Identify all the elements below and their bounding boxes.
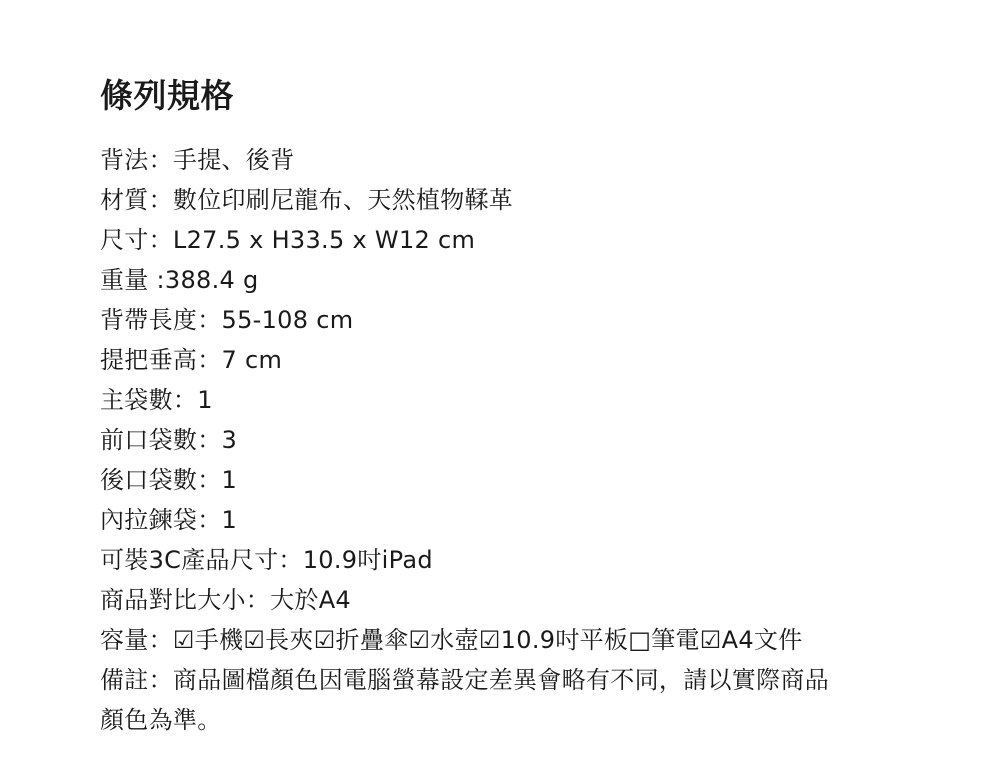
spec-device-size: 可裝3C產品尺寸：10.9吋iPad: [100, 546, 433, 574]
spec-size-comparison: 商品對比大小：大於A4: [100, 586, 351, 614]
spec-front-pockets: 前口袋數：3: [100, 426, 238, 454]
spec-handle-drop: 提把垂高：7 cm: [100, 346, 283, 374]
spec-weight: 重量 :388.4 g: [100, 266, 259, 294]
spec-strap-length: 背帶長度：55-108 cm: [100, 306, 354, 334]
spec-back-pockets: 後口袋數：1: [100, 466, 238, 494]
spec-note-line-2: 顏色為準。: [100, 706, 222, 734]
section-title: 條列規格: [100, 76, 234, 115]
spec-inner-zip-pockets: 內拉鍊袋：1: [100, 506, 238, 534]
spec-note-line-1: 備註：商品圖檔顏色因電腦螢幕設定差異會略有不同，請以實際商品: [100, 666, 829, 694]
spec-carry-method: 背法：手提、後背: [100, 146, 295, 174]
spec-dimensions: 尺寸：L27.5 x H33.5 x W12 cm: [100, 226, 476, 254]
spec-material: 材質：數位印刷尼龍布、天然植物鞣革: [100, 186, 514, 214]
spec-main-pockets: 主袋數：1: [100, 386, 213, 414]
spec-list: [100, 140, 900, 740]
spec-capacity: 容量：☑手機☑長夾☑折疊傘☑水壺☑10.9吋平板□筆電☑A4文件: [100, 626, 803, 654]
